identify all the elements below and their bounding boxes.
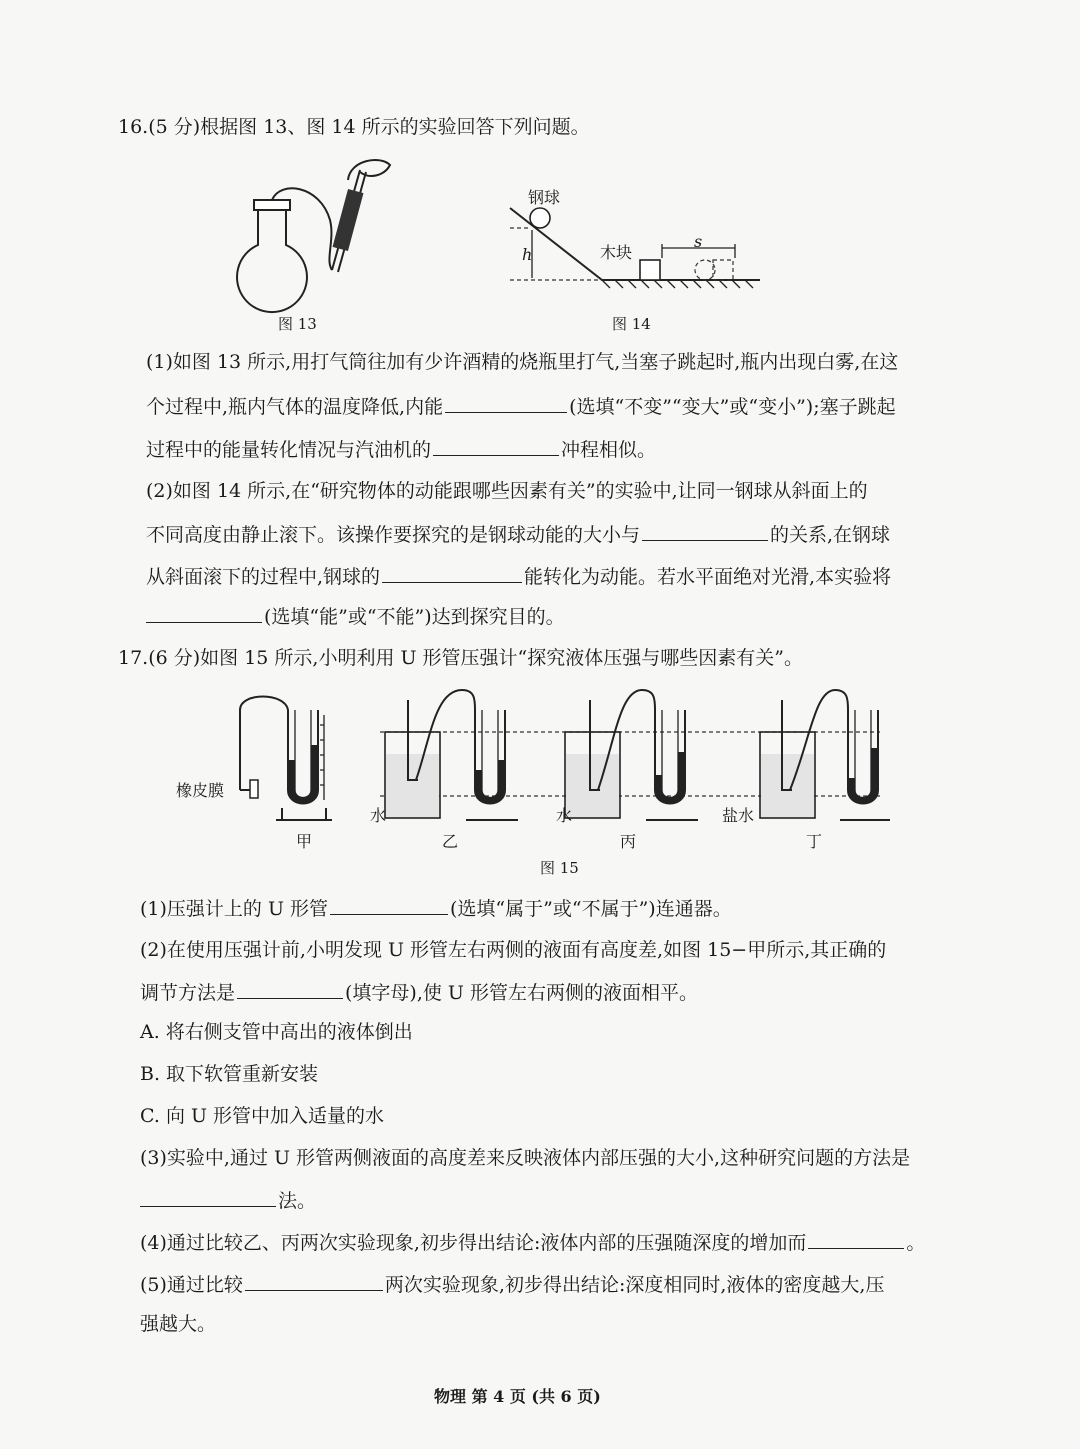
answer-blank-method[interactable] <box>237 978 343 999</box>
q16-p2-line3: 从斜面滚下的过程中,钢球的 能转化为动能。若水平面绝对光滑,本实验将 <box>146 562 891 590</box>
q16-p2-line1: (2)如图 14 所示,在“研究物体的动能跟哪些因素有关”的实验中,让同一钢球从斜面上的 <box>146 480 868 502</box>
manometer-ding <box>760 690 890 820</box>
label-water-yi: 水 <box>370 806 387 825</box>
q17-p4: (4)通过比较乙、丙两次实验现象,初步得出结论:液体内部的压强随深度的增加而 。 <box>140 1228 925 1256</box>
q16-p2-line4: (选填“能”或“不能”)达到探究目的。 <box>146 602 565 630</box>
q17-option-a: A. 将右侧支管中高出的液体倒出 <box>140 1021 413 1043</box>
answer-blank-research-method[interactable] <box>140 1186 276 1207</box>
q16-title: 16.(5 分)根据图 13、图 14 所示的实验回答下列问题。 <box>118 116 590 138</box>
q17-p3-line2: 法。 <box>140 1186 316 1214</box>
q17-title: 17.(6 分)如图 15 所示,小明利用 U 形管压强计“探究液体压强与哪些因素有关”。 <box>118 647 803 669</box>
label-brine-ding: 盐水 <box>722 806 755 825</box>
label-s: s <box>694 232 703 251</box>
answer-blank-relation[interactable] <box>642 520 768 541</box>
label-jia: 甲 <box>296 832 313 851</box>
fig13-caption: 图 13 <box>278 315 317 333</box>
q17-option-c: C. 向 U 形管中加入适量的水 <box>140 1105 385 1127</box>
figure-15-manometers <box>170 680 890 830</box>
q17-p2-line1: (2)在使用压强计前,小明发现 U 形管左右两侧的液面有高度差,如图 15−甲所示,其正确的 <box>140 939 887 961</box>
q16-p2-line2: 不同高度由静止滚下。该操作要探究的是钢球动能的大小与 的关系,在钢球 <box>146 520 890 548</box>
label-block: 木块 <box>600 243 633 262</box>
label-yi: 乙 <box>442 832 459 851</box>
q16-p1-line1: (1)如图 13 所示,用打气筒往加有少许酒精的烧瓶里打气,当塞子跳起时,瓶内出现白雾,在这 <box>146 351 899 373</box>
q16-p1-line2: 个过程中,瓶内气体的温度降低,内能 (选填“不变”“变大”或“变小”);塞子跳起 <box>146 392 896 420</box>
label-ding: 丁 <box>806 832 823 851</box>
label-ball: 钢球 <box>528 188 561 207</box>
q17-p1: (1)压强计上的 U 形管 (选填“属于”或“不属于”)连通器。 <box>140 894 732 922</box>
figure-13-flask-pump <box>220 150 420 300</box>
manometer-jia <box>240 697 332 821</box>
answer-blank-connector[interactable] <box>330 894 448 915</box>
answer-blank-can-cannot[interactable] <box>146 602 262 623</box>
answer-blank-stroke[interactable] <box>433 435 559 456</box>
q16-p1-line3: 过程中的能量转化情况与汽油机的 冲程相似。 <box>146 435 656 463</box>
label-water-bing: 水 <box>556 806 573 825</box>
q17-option-b: B. 取下软管重新安装 <box>140 1063 319 1085</box>
label-bing: 丙 <box>620 832 637 851</box>
fig14-caption: 图 14 <box>612 315 651 333</box>
manometer-yi <box>385 690 518 820</box>
answer-blank-trend[interactable] <box>808 1228 904 1249</box>
fig15-caption: 图 15 <box>540 859 579 877</box>
label-membrane: 橡皮膜 <box>176 781 225 800</box>
q17-p5-line1: (5)通过比较 两次实验现象,初步得出结论:深度相同时,液体的密度越大,压 <box>140 1270 884 1298</box>
answer-blank-energy[interactable] <box>382 562 522 583</box>
label-h: h <box>522 245 533 264</box>
answer-blank-comparison[interactable] <box>245 1270 383 1291</box>
page-footer: 物理 第 4 页 (共 6 页) <box>434 1387 601 1406</box>
manometer-bing <box>565 690 698 820</box>
q17-p2-line2: 调节方法是 (填字母),使 U 形管左右两侧的液面相平。 <box>140 978 698 1006</box>
q17-p5-line2: 强越大。 <box>140 1313 217 1335</box>
answer-blank-internal-energy[interactable] <box>445 392 567 413</box>
q17-p3-line1: (3)实验中,通过 U 形管两侧液面的高度差来反映液体内部压强的大小,这种研究问题的方法是 <box>140 1147 911 1169</box>
